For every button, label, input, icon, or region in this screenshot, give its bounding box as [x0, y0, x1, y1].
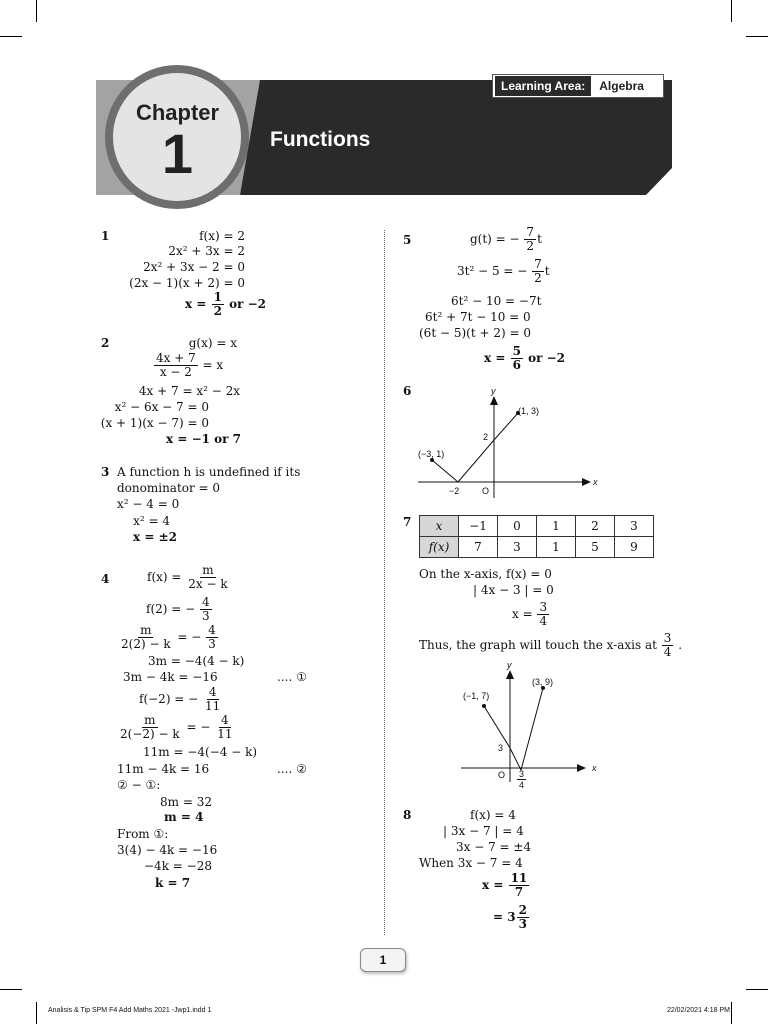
answer-line: x = $\frac{5}{6}$ or −2 [484, 344, 566, 372]
footer-file-info: Analisis & Tip SPM F4 Add Maths 2021 -Jwp1.indd 1 [48, 1007, 212, 1014]
chapter-number: 1 [161, 122, 194, 185]
point-label: (1, 3) [518, 406, 540, 416]
equation-line: $\frac{m}{2(-2) - k}$ = − $\frac{4}{11}$ [120, 713, 233, 741]
equation-line: $\frac{m}{2(2) - k}$ = − $\frac{4}{3}$ [121, 623, 216, 651]
equation-line: f(2) = − $\frac{4}{3}$ [146, 595, 210, 623]
crop-mark [746, 989, 768, 990]
x-intercept-label: −2 [449, 486, 460, 496]
text-line: donominator = 0 [117, 481, 221, 495]
chapter-label: Chapter [135, 100, 220, 125]
crop-mark [36, 0, 37, 22]
learning-area-badge [492, 74, 664, 98]
question-number: 4 [101, 572, 110, 586]
equation-line: 4x + 7 = x² − 2x [138, 384, 240, 398]
question-number: 5 [403, 233, 412, 247]
equation-line: | 4x − 3 | = 0 [473, 583, 554, 597]
table-cell: 7 [459, 537, 498, 558]
answer-line: = 3 $\frac{2}{3}$ [493, 903, 527, 931]
y-intercept-label: 2 [483, 432, 489, 442]
equation-line: f(x) = $\frac{m}{2x - k}$ [147, 563, 228, 591]
table-cell: 3 [498, 537, 537, 558]
table-cell: 3 [615, 516, 654, 537]
answer-line: x = $\frac{11}{7}$ [482, 871, 528, 899]
equation-line: x = $\frac{3}{4}$ [512, 600, 548, 628]
equation-line: x² − 4 = 0 [117, 497, 180, 511]
equation-line: 2x² + 3x = 2 [168, 244, 245, 258]
equation-line: (6t − 5)(t + 2) = 0 [419, 326, 531, 340]
answer-line: x = ±2 [133, 530, 177, 544]
equation-line: (2x − 1)(x + 2) = 0 [129, 276, 245, 290]
equation-line: 2x² + 3x − 2 = 0 [143, 260, 245, 274]
answer-line: m = 4 [164, 810, 204, 824]
point-label: (3, 9) [532, 677, 554, 687]
table-cell: −1 [459, 516, 498, 537]
equation-line: (x + 1)(x − 7) = 0 [100, 416, 209, 430]
table-row [420, 537, 654, 558]
equation-line: | 3x − 7 | = 4 [443, 824, 524, 838]
text-line: From ①: [117, 827, 169, 841]
equation-marker: .... ② [277, 762, 307, 776]
equation-line: 11m − 4k = 16 [117, 762, 210, 776]
origin-label: O [482, 486, 490, 496]
y-intercept-label: 3 [498, 743, 504, 753]
table-cell: 2 [576, 516, 615, 537]
answer-line: k = 7 [155, 876, 191, 890]
x-intercept-label: $\frac{3}{4}$ [519, 769, 525, 790]
table-header: x [420, 516, 459, 537]
question-number: 7 [403, 515, 412, 529]
text-line: On the x-axis, f(x) = 0 [419, 567, 552, 581]
y-axis-label: y [507, 660, 512, 670]
y-axis-label: y [491, 386, 496, 396]
text-line: When 3x − 7 = 4 [419, 856, 523, 870]
question-number: 8 [403, 808, 412, 822]
equation-line: $\frac{4x + 7}{x - 2}$ = x [156, 351, 224, 379]
point-label: (−1, 7) [463, 691, 490, 701]
graph-q7 [455, 660, 605, 790]
equation-line: 6t² + 7t − 10 = 0 [425, 310, 531, 324]
equation-line: x² = 4 [133, 514, 170, 528]
learning-area-label: Learning Area: [495, 76, 591, 96]
origin-label: O [498, 770, 506, 780]
learning-area-value: Algebra [599, 79, 644, 93]
chapter-title: Functions [270, 128, 371, 151]
page-number-tab [360, 948, 406, 972]
question-number: 6 [403, 384, 412, 398]
equation-line: ② − ①: [117, 778, 161, 792]
equation-line: 3m − 4k = −16 [123, 670, 218, 684]
crop-mark [0, 989, 22, 990]
equation-line: g(x) = x [188, 336, 237, 350]
table-header: f(x) [420, 537, 459, 558]
table-cell: 0 [498, 516, 537, 537]
question-number: 3 [101, 465, 110, 479]
text-line: A function h is undefined if its [117, 465, 301, 479]
table-cell: 1 [537, 537, 576, 558]
footer-timestamp: 22/02/2021 4:18 PM [666, 1007, 730, 1014]
x-axis-label: x [592, 763, 597, 773]
equation-line: 6t² − 10 = −7t [451, 294, 542, 308]
text-line: Thus, the graph will touch the x-axis at $\frac{3}{4}$ . [419, 631, 683, 659]
table-cell: 9 [615, 537, 654, 558]
question-number: 1 [101, 229, 110, 243]
point-label: (−3, 1) [418, 449, 445, 459]
page-number: 1 [379, 953, 387, 967]
table-cell: 5 [576, 537, 615, 558]
crop-mark [731, 0, 732, 22]
crop-mark [746, 36, 768, 37]
equation-line: 8m = 32 [160, 795, 212, 809]
equation-line: 3m = −4(4 − k) [148, 654, 245, 668]
answer-line: x = $\frac{1}{2}$ or −2 [185, 290, 267, 318]
x-axis-label: x [593, 477, 598, 487]
equation-line: f(−2) = − $\frac{4}{11}$ [139, 685, 221, 713]
table-row [420, 516, 654, 537]
equation-line: x² − 6x − 7 = 0 [114, 400, 209, 414]
crop-mark [0, 36, 22, 37]
crop-mark [731, 1002, 732, 1024]
equation-line: 3x − 7 = ±4 [456, 840, 532, 854]
table-cell: 1 [537, 516, 576, 537]
equation-line: 11m = −4(−4 − k) [143, 745, 258, 759]
equation-line: f(x) = 2 [199, 229, 245, 243]
graph-q6 [410, 380, 610, 500]
function-table [419, 515, 654, 558]
equation-line: f(x) = 4 [470, 808, 516, 822]
equation-marker: .... ① [277, 670, 307, 684]
column-divider [384, 230, 385, 935]
equation-line: −4k = −28 [144, 859, 212, 873]
question-number: 2 [101, 336, 110, 350]
equation-line: 3t² − 5 = − $\frac{7}{2}$ t [457, 257, 550, 285]
equation-line: g(t) = − $\frac{7}{2}$ t [470, 225, 542, 253]
answer-line: x = −1 or 7 [166, 432, 241, 446]
equation-line: 3(4) − 4k = −16 [117, 843, 218, 857]
